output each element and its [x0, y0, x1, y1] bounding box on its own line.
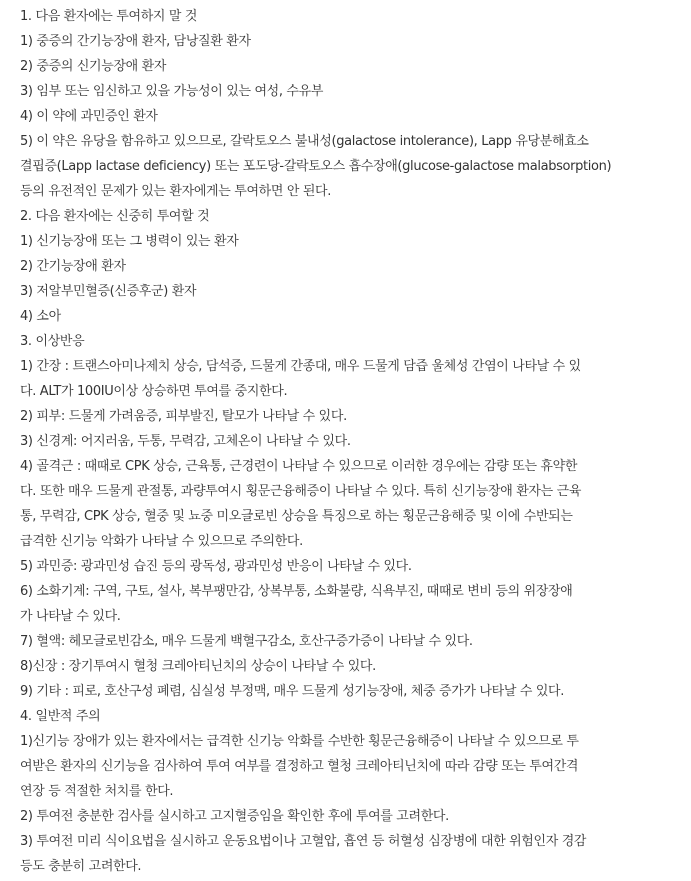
text-line: 6) 소화기계: 구역, 구토, 설사, 복부팽만감, 상복부통, 소화불량, 식욕부진, 때때로 변비 등의 위장장애	[20, 584, 573, 599]
text-line: 8)신장 : 장기투여시 혈청 크레아티닌치의 상승이 나타날 수 있다.	[20, 659, 376, 674]
section-heading-adverse-reactions: 3. 이상반응	[20, 334, 85, 349]
text-line: 7) 혈액: 헤모글로빈감소, 매우 드물게 백혈구감소, 호산구증가증이 나타날 수 있다.	[20, 634, 473, 649]
text-line: 다. ALT가 100IU이상 상승하면 투여를 중지한다.	[20, 384, 288, 399]
text-line: 여받은 환자의 신기능을 검사하여 투여 여부를 결정하고 혈청 크레아티닌치에 따라 감량 또는 투여간격	[20, 759, 579, 774]
text-line: 2) 피부: 드물게 가려움증, 피부발진, 탈모가 나타날 수 있다.	[20, 409, 347, 424]
text-line: 1) 중증의 간기능장애 환자, 담낭질환 환자	[20, 34, 251, 49]
text-line: 등의 유전적인 문제가 있는 환자에게는 투여하면 안 된다.	[20, 184, 332, 199]
text-line: 3) 저알부민혈증(신증후군) 환자	[20, 284, 197, 299]
text-line: 결핍증(Lapp lactase deficiency) 또는 포도당-갈락토오스 흡수장애(glucose-galactose malabsorption)	[20, 159, 612, 174]
text-line: 9) 기타 : 피로, 호산구성 폐렴, 심실성 부정맥, 매우 드물게 성기능장애, 체중 증가가 나타날 수 있다.	[20, 684, 565, 699]
text-line: 연장 등 적절한 처치를 한다.	[20, 784, 174, 799]
text-line: 3) 신경계: 어지러움, 두통, 무력감, 고체온이 나타날 수 있다.	[20, 434, 351, 449]
text-line: 5) 과민증: 광과민성 습진 등의 광독성, 광과민성 반응이 나타날 수 있다.	[20, 559, 412, 574]
text-line: 5) 이 약은 유당을 함유하고 있으므로, 갈락토오스 불내성(galactose intolerance), Lapp 유당분해효소	[20, 134, 589, 149]
section-heading-caution: 2. 다음 환자에는 신중히 투여할 것	[20, 209, 210, 224]
text-line: 1)신기능 장애가 있는 환자에서는 급격한 신기능 악화를 수반한 횡문근융해증이 나타날 수 있으므로 투	[20, 734, 579, 749]
document-body	[20, 0, 684, 879]
text-line: 4) 골격근 : 때때로 CPK 상승, 근육통, 근경련이 나타날 수 있으므로 이러한 경우에는 감량 또는 휴약한	[20, 459, 578, 474]
text-line: 2) 투여전 충분한 검사를 실시하고 고지혈증임을 확인한 후에 투여를 고려한다.	[20, 809, 449, 824]
text-line: 4) 소아	[20, 309, 61, 324]
section-heading-contraindications: 1. 다음 환자에는 투여하지 말 것	[20, 9, 198, 24]
text-line: 3) 임부 또는 임신하고 있을 가능성이 있는 여성, 수유부	[20, 84, 324, 99]
text-line: 급격한 신기능 악화가 나타날 수 있으므로 주의한다.	[20, 534, 303, 549]
text-line: 등도 충분히 고려한다.	[20, 859, 142, 874]
text-line: 2) 중증의 신기능장애 환자	[20, 59, 167, 74]
text-line: 3) 투여전 미리 식이요법을 실시하고 운동요법이나 고혈압, 흡연 등 허혈성 심장병에 대한 위험인자 경감	[20, 834, 587, 849]
text-line: 1) 신기능장애 또는 그 병력이 있는 환자	[20, 234, 239, 249]
text-line: 통, 무력감, CPK 상승, 혈중 및 뇨중 미오글로빈 상승을 특징으로 하는 횡문근융해증 및 이에 수반되는	[20, 509, 573, 524]
text-line: 2) 간기능장애 환자	[20, 259, 126, 274]
text-line: 4) 이 약에 과민증인 환자	[20, 109, 158, 124]
text-line: 가 나타날 수 있다.	[20, 609, 121, 624]
section-heading-general-precautions: 4. 일반적 주의	[20, 709, 101, 724]
text-line: 다. 또한 매우 드물게 관절통, 과량투여시 횡문근융해증이 나타날 수 있다. 특히 신기능장애 환자는 근육	[20, 484, 582, 499]
text-line: 1) 간장 : 트랜스아미나제치 상승, 담석증, 드물게 간종대, 매우 드물게 담즙 울체성 간염이 나타날 수 있	[20, 359, 581, 374]
